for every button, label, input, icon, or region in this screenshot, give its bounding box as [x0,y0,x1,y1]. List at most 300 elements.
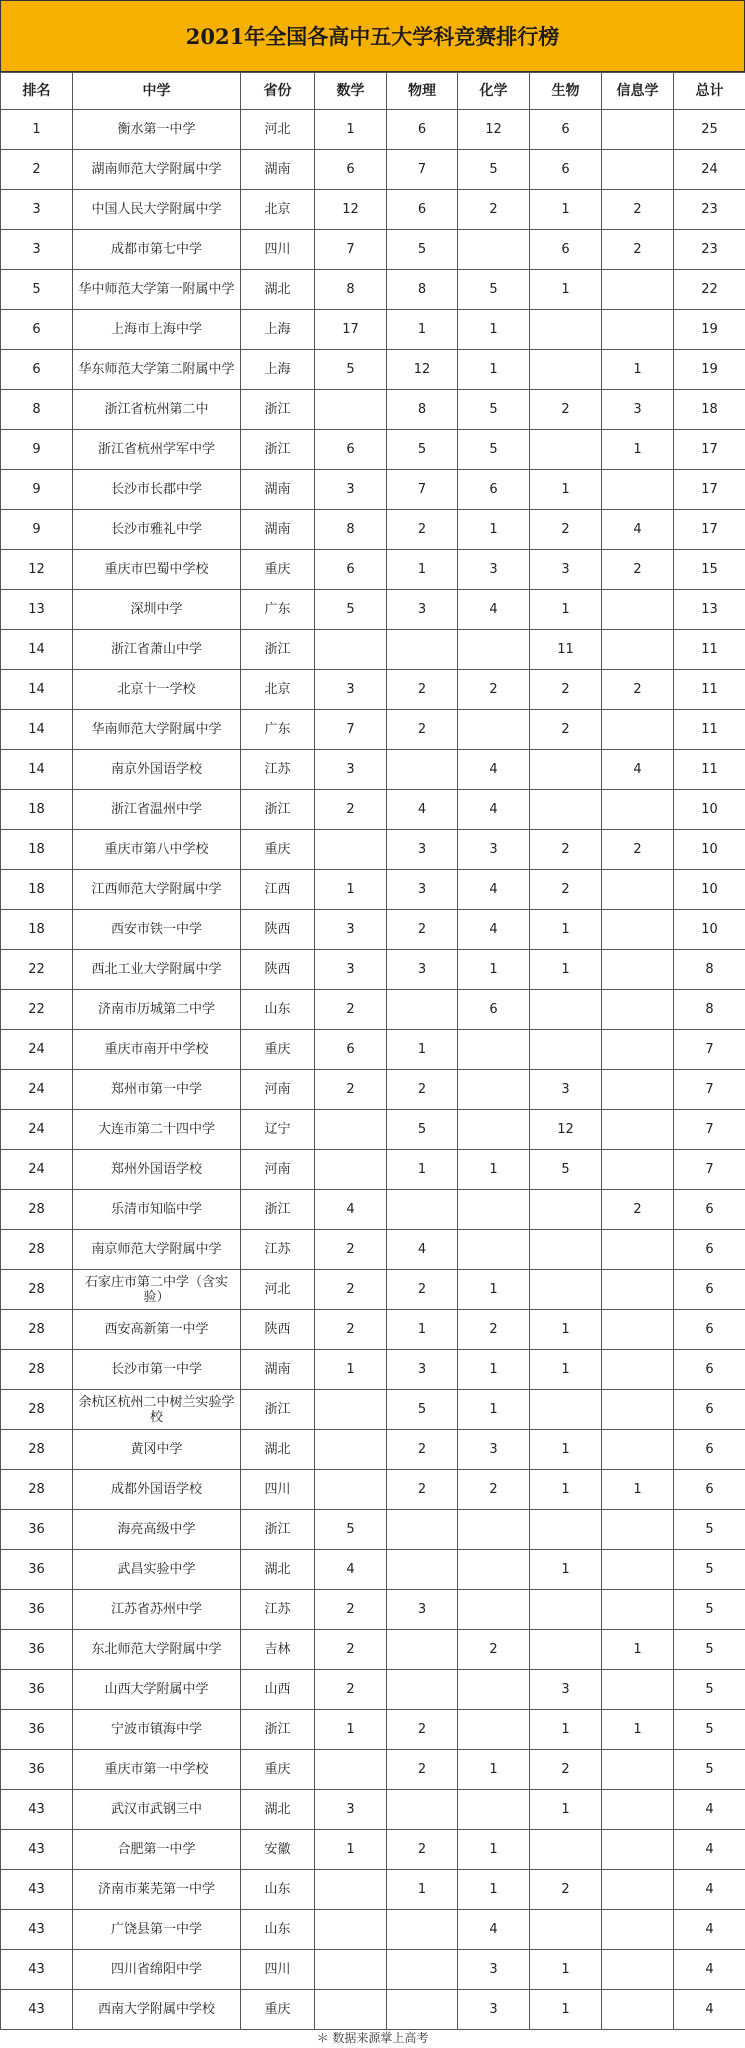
cell-math [315,1870,387,1910]
cell-total: 6 [674,1470,745,1510]
table-row [1,1230,745,1270]
cell-chemistry [458,1670,530,1710]
cell-physics: 2 [387,710,458,750]
cell-math [315,630,387,670]
cell-informatics [602,310,674,350]
table-row [1,870,745,910]
cell-rank: 28 [1,1310,73,1350]
cell-biology: 3 [530,1070,602,1110]
cell-province: 重庆 [241,830,315,870]
cell-total: 7 [674,1150,745,1190]
cell-total: 15 [674,550,745,590]
cell-informatics [602,990,674,1030]
cell-province: 河北 [241,110,315,150]
cell-school: 浙江省温州中学 [73,790,241,830]
cell-biology: 1 [530,1470,602,1510]
cell-math: 7 [315,230,387,270]
cell-physics [387,1630,458,1670]
table-row [1,1790,745,1830]
table-row [1,1510,745,1550]
cell-province: 湖南 [241,470,315,510]
cell-school: 长沙市长郡中学 [73,470,241,510]
cell-chemistry: 4 [458,910,530,950]
cell-informatics [602,710,674,750]
table-row [1,190,745,230]
cell-math [315,1990,387,2030]
cell-rank: 28 [1,1350,73,1390]
cell-total: 6 [674,1350,745,1390]
cell-math: 6 [315,1030,387,1070]
cell-biology: 1 [530,1430,602,1470]
table-row [1,590,745,630]
table-row [1,750,745,790]
header-rank: 排名 [1,73,73,110]
cell-province: 江苏 [241,750,315,790]
cell-chemistry [458,1590,530,1630]
cell-rank: 24 [1,1070,73,1110]
cell-informatics [602,1350,674,1390]
cell-school: 浙江省杭州学军中学 [73,430,241,470]
cell-province: 北京 [241,190,315,230]
cell-total: 10 [674,790,745,830]
cell-physics: 1 [387,1150,458,1190]
cell-chemistry: 3 [458,550,530,590]
header-informatics: 信息学 [602,73,674,110]
cell-chemistry [458,1190,530,1230]
cell-total: 17 [674,510,745,550]
cell-school: 成都外国语学校 [73,1470,241,1510]
cell-rank: 36 [1,1630,73,1670]
cell-biology: 1 [530,950,602,990]
cell-physics [387,750,458,790]
cell-math: 5 [315,350,387,390]
cell-math: 12 [315,190,387,230]
cell-math: 2 [315,790,387,830]
cell-school: 济南市莱芜第一中学 [73,1870,241,1910]
cell-total: 7 [674,1070,745,1110]
cell-math: 2 [315,1230,387,1270]
cell-physics: 1 [387,310,458,350]
cell-chemistry: 1 [458,950,530,990]
cell-school: 南京外国语学校 [73,750,241,790]
cell-physics: 5 [387,230,458,270]
cell-math: 6 [315,150,387,190]
table-row [1,1670,745,1710]
cell-biology: 1 [530,1710,602,1750]
cell-school: 重庆市南开中学校 [73,1030,241,1070]
cell-chemistry: 1 [458,510,530,550]
table-row [1,1710,745,1750]
cell-province: 山东 [241,1910,315,1950]
cell-province: 北京 [241,670,315,710]
cell-school: 西北工业大学附属中学 [73,950,241,990]
table-row [1,1070,745,1110]
cell-biology [530,1630,602,1670]
cell-province: 广东 [241,590,315,630]
cell-school: 华中师范大学第一附属中学 [73,270,241,310]
cell-biology: 1 [530,1790,602,1830]
cell-province: 浙江 [241,1710,315,1750]
cell-chemistry: 5 [458,270,530,310]
cell-province: 浙江 [241,1190,315,1230]
cell-province: 河南 [241,1070,315,1110]
cell-province: 山西 [241,1670,315,1710]
cell-rank: 43 [1,1950,73,1990]
cell-province: 四川 [241,1470,315,1510]
cell-chemistry [458,1790,530,1830]
cell-physics: 6 [387,110,458,150]
cell-school: 广饶县第一中学 [73,1910,241,1950]
cell-physics: 3 [387,830,458,870]
header-province: 省份 [241,73,315,110]
cell-informatics [602,470,674,510]
cell-rank: 22 [1,950,73,990]
cell-chemistry: 1 [458,1830,530,1870]
cell-chemistry: 1 [458,350,530,390]
table-row [1,550,745,590]
cell-physics: 3 [387,950,458,990]
cell-total: 13 [674,590,745,630]
table-row [1,1350,745,1390]
cell-biology [530,750,602,790]
cell-rank: 6 [1,310,73,350]
cell-informatics [602,1030,674,1070]
cell-province: 陕西 [241,1310,315,1350]
cell-math: 7 [315,710,387,750]
cell-rank: 28 [1,1190,73,1230]
cell-informatics [602,1590,674,1630]
cell-chemistry: 3 [458,1950,530,1990]
cell-chemistry [458,1710,530,1750]
cell-math [315,1470,387,1510]
cell-total: 4 [674,1790,745,1830]
cell-rank: 1 [1,110,73,150]
cell-informatics [602,1910,674,1950]
cell-rank: 43 [1,1870,73,1910]
cell-math: 4 [315,1190,387,1230]
cell-province: 山东 [241,1870,315,1910]
cell-math: 8 [315,510,387,550]
cell-total: 10 [674,830,745,870]
cell-school: 浙江省杭州第二中 [73,390,241,430]
cell-physics: 2 [387,1070,458,1110]
cell-physics [387,1190,458,1230]
cell-chemistry [458,1230,530,1270]
cell-rank: 43 [1,1830,73,1870]
cell-chemistry: 4 [458,750,530,790]
cell-physics: 4 [387,790,458,830]
cell-biology: 1 [530,1310,602,1350]
cell-biology [530,1830,602,1870]
cell-total: 5 [674,1550,745,1590]
cell-province: 四川 [241,230,315,270]
cell-math: 4 [315,1550,387,1590]
cell-chemistry: 2 [458,190,530,230]
cell-informatics [602,630,674,670]
cell-informatics [602,590,674,630]
cell-chemistry: 4 [458,1910,530,1950]
cell-total: 8 [674,990,745,1030]
cell-informatics [602,1230,674,1270]
table-row [1,830,745,870]
cell-school: 四川省绵阳中学 [73,1950,241,1990]
cell-total: 22 [674,270,745,310]
table-row [1,430,745,470]
cell-chemistry [458,1030,530,1070]
cell-informatics: 1 [602,1470,674,1510]
cell-physics: 2 [387,1710,458,1750]
cell-biology: 6 [530,150,602,190]
table-row [1,950,745,990]
cell-math [315,1110,387,1150]
cell-province: 湖南 [241,510,315,550]
cell-school: 成都市第七中学 [73,230,241,270]
table-row [1,1990,745,2030]
cell-province: 重庆 [241,1030,315,1070]
cell-informatics [602,1310,674,1350]
cell-informatics: 1 [602,350,674,390]
cell-school: 武汉市武钢三中 [73,1790,241,1830]
cell-physics: 1 [387,1030,458,1070]
cell-math: 1 [315,870,387,910]
cell-chemistry: 1 [458,1270,530,1310]
cell-chemistry: 1 [458,1870,530,1910]
cell-math: 2 [315,1590,387,1630]
cell-biology [530,1590,602,1630]
cell-school: 海亮高级中学 [73,1510,241,1550]
table-row [1,1830,745,1870]
cell-total: 11 [674,750,745,790]
cell-total: 7 [674,1030,745,1070]
cell-school: 中国人民大学附属中学 [73,190,241,230]
cell-school: 西安高新第一中学 [73,1310,241,1350]
table-row [1,630,745,670]
cell-physics: 2 [387,1750,458,1790]
cell-math [315,1430,387,1470]
cell-rank: 36 [1,1590,73,1630]
cell-school: 西安市铁一中学 [73,910,241,950]
cell-physics: 2 [387,1270,458,1310]
cell-biology: 1 [530,270,602,310]
cell-province: 浙江 [241,790,315,830]
cell-math [315,390,387,430]
header-chemistry: 化学 [458,73,530,110]
cell-rank: 28 [1,1230,73,1270]
cell-informatics: 4 [602,510,674,550]
cell-province: 河南 [241,1150,315,1190]
cell-province: 江苏 [241,1230,315,1270]
cell-physics [387,1550,458,1590]
cell-physics: 2 [387,1830,458,1870]
cell-physics: 3 [387,1350,458,1390]
cell-school: 浙江省萧山中学 [73,630,241,670]
cell-rank: 18 [1,790,73,830]
cell-rank: 43 [1,1790,73,1830]
cell-physics [387,1950,458,1990]
cell-math: 3 [315,750,387,790]
cell-math: 3 [315,950,387,990]
cell-school: 郑州外国语学校 [73,1150,241,1190]
cell-school: 上海市上海中学 [73,310,241,350]
cell-physics [387,1790,458,1830]
cell-chemistry: 5 [458,390,530,430]
cell-physics [387,1910,458,1950]
cell-informatics [602,1150,674,1190]
cell-total: 6 [674,1190,745,1230]
cell-math: 1 [315,1830,387,1870]
cell-school: 东北师范大学附属中学 [73,1630,241,1670]
cell-informatics: 1 [602,1630,674,1670]
cell-rank: 43 [1,1910,73,1950]
cell-informatics [602,1950,674,1990]
cell-total: 6 [674,1430,745,1470]
cell-school: 重庆市第八中学校 [73,830,241,870]
cell-school: 济南市历城第二中学 [73,990,241,1030]
cell-biology [530,430,602,470]
cell-province: 江西 [241,870,315,910]
cell-biology: 12 [530,1110,602,1150]
cell-rank: 28 [1,1390,73,1430]
cell-biology [530,1510,602,1550]
cell-math [315,1910,387,1950]
cell-physics [387,1510,458,1550]
table-row [1,350,745,390]
cell-rank: 36 [1,1710,73,1750]
table-row [1,1390,745,1430]
cell-biology: 1 [530,190,602,230]
cell-chemistry [458,1510,530,1550]
cell-rank: 28 [1,1430,73,1470]
cell-total: 4 [674,1830,745,1870]
cell-chemistry [458,1110,530,1150]
cell-math: 6 [315,550,387,590]
cell-province: 湖南 [241,150,315,190]
cell-biology: 3 [530,1670,602,1710]
cell-math [315,1750,387,1790]
cell-informatics [602,1430,674,1470]
cell-total: 10 [674,910,745,950]
table-row [1,710,745,750]
cell-school: 郑州市第一中学 [73,1070,241,1110]
table-row [1,1870,745,1910]
cell-rank: 9 [1,470,73,510]
table-row [1,1590,745,1630]
cell-chemistry [458,710,530,750]
cell-biology [530,990,602,1030]
cell-total: 6 [674,1310,745,1350]
cell-chemistry: 5 [458,150,530,190]
cell-informatics [602,1390,674,1430]
cell-school: 余杭区杭州二中树兰实验学校 [73,1390,241,1430]
cell-province: 重庆 [241,1990,315,2030]
cell-math: 1 [315,1710,387,1750]
cell-physics: 2 [387,510,458,550]
cell-informatics [602,1870,674,1910]
cell-total: 6 [674,1230,745,1270]
cell-informatics: 1 [602,1710,674,1750]
cell-physics: 5 [387,1390,458,1430]
table-row [1,310,745,350]
cell-rank: 9 [1,430,73,470]
cell-total: 10 [674,870,745,910]
cell-informatics: 2 [602,550,674,590]
cell-physics [387,1670,458,1710]
cell-chemistry [458,630,530,670]
cell-math: 3 [315,910,387,950]
cell-chemistry: 1 [458,310,530,350]
table-row [1,1270,745,1310]
table-row [1,150,745,190]
cell-school: 长沙市第一中学 [73,1350,241,1390]
ranking-table [0,72,745,2030]
cell-total: 4 [674,1910,745,1950]
cell-biology [530,1030,602,1070]
cell-total: 5 [674,1670,745,1710]
table-row [1,1110,745,1150]
cell-total: 5 [674,1750,745,1790]
cell-rank: 36 [1,1510,73,1550]
table-row [1,470,745,510]
cell-total: 11 [674,670,745,710]
cell-school: 合肥第一中学 [73,1830,241,1870]
cell-school: 衡水第一中学 [73,110,241,150]
cell-province: 四川 [241,1950,315,1990]
cell-informatics [602,1270,674,1310]
cell-physics: 3 [387,1590,458,1630]
cell-total: 5 [674,1710,745,1750]
table-header-row [1,73,745,110]
cell-rank: 6 [1,350,73,390]
cell-rank: 43 [1,1990,73,2030]
cell-informatics [602,1110,674,1150]
cell-total: 23 [674,190,745,230]
cell-biology [530,1390,602,1430]
cell-school: 宁波市镇海中学 [73,1710,241,1750]
cell-chemistry: 3 [458,830,530,870]
cell-informatics: 2 [602,230,674,270]
cell-chemistry: 6 [458,990,530,1030]
cell-biology: 1 [530,1950,602,1990]
table-row [1,110,745,150]
cell-informatics [602,270,674,310]
cell-physics: 7 [387,470,458,510]
cell-biology [530,790,602,830]
table-row [1,1430,745,1470]
cell-province: 浙江 [241,630,315,670]
cell-physics: 1 [387,1870,458,1910]
cell-biology: 1 [530,910,602,950]
cell-province: 湖北 [241,1430,315,1470]
cell-physics: 2 [387,910,458,950]
cell-biology [530,1190,602,1230]
cell-chemistry [458,1070,530,1110]
cell-school: 长沙市雅礼中学 [73,510,241,550]
cell-chemistry: 2 [458,1630,530,1670]
table-body [1,110,745,2030]
cell-chemistry: 1 [458,1390,530,1430]
cell-rank: 18 [1,830,73,870]
cell-math: 6 [315,430,387,470]
table-row [1,1150,745,1190]
table-row [1,1910,745,1950]
table-row [1,390,745,430]
cell-school: 华东师范大学第二附属中学 [73,350,241,390]
cell-province: 浙江 [241,390,315,430]
header-math: 数学 [315,73,387,110]
cell-rank: 28 [1,1270,73,1310]
cell-rank: 36 [1,1750,73,1790]
cell-rank: 14 [1,710,73,750]
